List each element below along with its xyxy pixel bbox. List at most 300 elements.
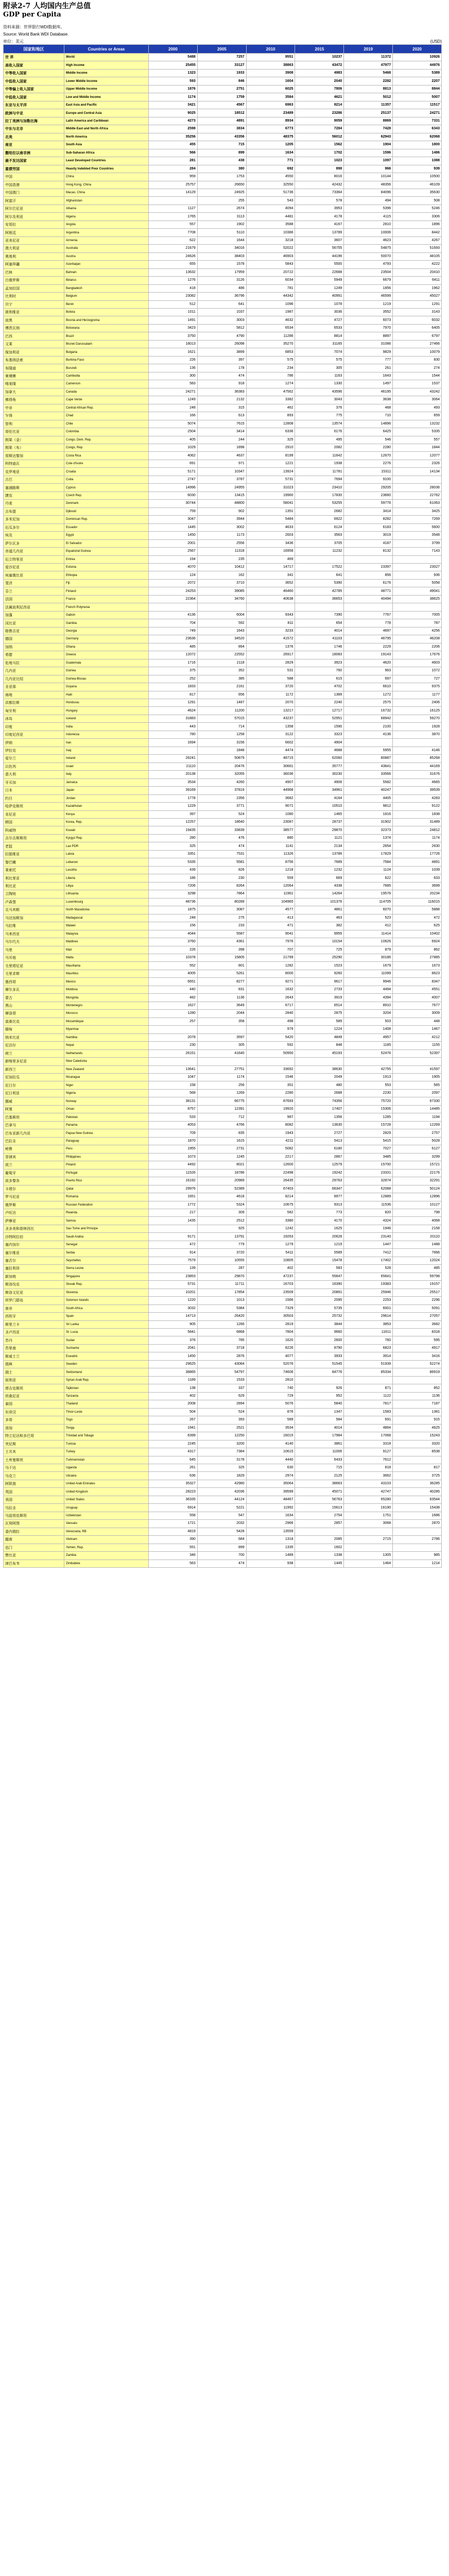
gdp-value-cell: 17407	[295, 1105, 344, 1113]
gdp-value-cell: 6514	[295, 1002, 344, 1009]
gdp-value-cell: 74606	[246, 1368, 295, 1376]
table-row	[4, 1137, 442, 1145]
gdp-value-cell: 1124	[344, 866, 393, 874]
table-row	[4, 930, 442, 938]
table-row	[4, 372, 442, 380]
gdp-value-cell	[149, 747, 198, 754]
country-name-cn: 土耳其	[4, 1448, 64, 1456]
gdp-value-cell: 230	[149, 1042, 198, 1049]
country-name-cn: 圣多美和普林西比	[4, 1225, 64, 1232]
gdp-value-cell: 1258	[197, 731, 246, 738]
country-name-en: Moldova	[64, 986, 149, 993]
gdp-value-cell: 471	[246, 922, 295, 930]
gdp-value-cell: 8082	[246, 1121, 295, 1129]
gdp-value-cell: 8347	[393, 978, 442, 986]
gdp-value-cell: 4983	[295, 69, 344, 77]
table-row	[4, 484, 442, 492]
country-name-en: Congo, Dem. Rep.	[64, 436, 149, 444]
gdp-value-cell: 1274	[246, 380, 295, 388]
gdp-value-cell: 1408	[344, 1026, 393, 1033]
country-name-en: Sub-Saharan Africa	[64, 149, 149, 157]
country-name-cn: 捷克	[4, 492, 64, 499]
gdp-value-cell: 775	[295, 412, 344, 420]
gdp-value-cell: 4481	[246, 213, 295, 221]
gdp-value-cell: 1848	[197, 747, 246, 754]
gdp-value-cell: 2125	[295, 1472, 344, 1480]
country-name-cn: 亚美尼亚	[4, 236, 64, 244]
gdp-value-cell: 61063	[393, 500, 442, 507]
gdp-value-cell: 2910	[246, 444, 295, 451]
country-name-cn: 格鲁吉亚	[4, 627, 64, 635]
gdp-value-cell: 3414	[344, 507, 393, 515]
country-name-cn: 南亚	[4, 141, 64, 149]
gdp-value-cell: 2630	[393, 842, 442, 850]
gdp-value-cell: 15306	[344, 1105, 393, 1113]
gdp-value-cell: 248	[149, 404, 198, 412]
table-row	[4, 707, 442, 715]
page-title: 附录2-7 人均国内生产总值	[3, 2, 91, 10]
country-name-en: Slovenia	[64, 1289, 149, 1296]
country-name-en: Benin	[64, 300, 149, 308]
gdp-value-cell: 23853	[149, 1273, 198, 1280]
country-name-cn: 秘鲁	[4, 1145, 64, 1153]
country-name-en: Venezuela, RB	[64, 1528, 149, 1535]
country-name-en: Malawi	[64, 922, 149, 930]
table-row	[4, 476, 442, 483]
gdp-value-cell: 24955	[197, 484, 246, 492]
table-row	[4, 890, 442, 898]
gdp-value-cell: 35256	[149, 133, 198, 141]
column-header: 国家和地区	[4, 45, 64, 54]
gdp-value-cell: 691	[149, 460, 198, 467]
gdp-value-cell: 2819	[246, 1320, 295, 1328]
gdp-value-cell: 5581	[197, 858, 246, 866]
table-row	[4, 236, 442, 244]
gdp-value-cell: 397	[197, 356, 246, 364]
country-name-cn: 新喀里多尼亚	[4, 1058, 64, 1065]
gdp-value-cell: 6717	[246, 1002, 295, 1009]
gdp-value-cell: 393	[197, 1416, 246, 1424]
gdp-value-cell: 12269	[393, 1121, 442, 1129]
country-name-cn: 卡塔尔	[4, 1185, 64, 1193]
country-name-en: Mongolia	[64, 994, 149, 1002]
table-row	[4, 1352, 442, 1360]
table-row	[4, 771, 442, 778]
gdp-value-cell: 2078	[149, 1033, 198, 1041]
country-name-cn: 中国澳门	[4, 189, 64, 196]
gdp-value-cell: 1189	[149, 1376, 198, 1384]
gdp-value-cell: 244	[197, 436, 246, 444]
country-name-en: Kazakhstan	[64, 803, 149, 810]
country-name-cn: 瑞士	[4, 1368, 64, 1376]
gdp-value-cell: 4007	[393, 994, 442, 1002]
country-name-cn: 法国	[4, 595, 64, 603]
gdp-value-cell: 114705	[344, 898, 393, 906]
country-name-cn: 圣卢西亚	[4, 1329, 64, 1336]
gdp-value-cell: 15721	[393, 1161, 442, 1169]
gdp-value-cell: 14996	[149, 484, 198, 492]
country-name-cn: 爱尔兰	[4, 755, 64, 762]
gdp-value-cell: 1634	[246, 1512, 295, 1519]
gdp-value-cell: 3914	[344, 1352, 393, 1360]
gdp-value-cell: 24925	[197, 189, 246, 196]
gdp-value-cell: 818	[344, 1464, 393, 1471]
gdp-value-cell: 4891	[197, 117, 246, 125]
gdp-value-cell: 692	[246, 165, 295, 173]
gdp-value-cell	[344, 603, 393, 611]
country-name-en: New Caledonia	[64, 1058, 149, 1065]
gdp-value-cell: 504	[149, 1408, 198, 1416]
gdp-value-cell: 43356	[197, 133, 246, 141]
gdp-value-cell	[393, 1058, 442, 1065]
gdp-value-cell: 7257	[197, 54, 246, 61]
gdp-value-cell: 18083	[295, 651, 344, 659]
table-row	[4, 651, 442, 659]
gdp-value-cell: 16190	[344, 1504, 393, 1512]
gdp-value-cell: 894	[197, 643, 246, 651]
table-row	[4, 1528, 442, 1535]
gdp-value-cell: 6070	[344, 906, 393, 914]
gdp-value-cell: 402	[149, 1392, 198, 1400]
gdp-value-cell: 1356	[295, 1113, 344, 1121]
gdp-value-cell: 1011	[149, 309, 198, 316]
gdp-value-cell: 40285	[393, 1488, 442, 1496]
country-name-en: Samoa	[64, 1217, 149, 1225]
gdp-value-cell: 42432	[295, 181, 344, 189]
country-name-cn: 塞拉利昂	[4, 1265, 64, 1273]
gdp-value-cell: 352	[197, 667, 246, 675]
table-row	[4, 268, 442, 276]
country-name-cn: 卢旺达	[4, 1209, 64, 1216]
table-row	[4, 691, 442, 699]
gdp-value-cell: 84776	[295, 1368, 344, 1376]
table-row	[4, 133, 442, 141]
country-name-cn: 中等收入国家	[4, 69, 64, 77]
gdp-value-cell	[344, 1376, 393, 1384]
gdp-value-cell: 39539	[393, 787, 442, 794]
table-row	[4, 882, 442, 890]
country-name-en: Slovak Rep.	[64, 1281, 149, 1289]
gdp-value-cell: 3588	[246, 221, 295, 228]
gdp-value-cell: 48715	[246, 755, 295, 762]
gdp-value-cell: 787	[393, 619, 442, 627]
gdp-value-cell: 4917	[393, 1344, 442, 1352]
gdp-value-cell: 12250	[197, 1432, 246, 1440]
table-row	[4, 213, 442, 221]
gdp-value-cell: 52076	[246, 1360, 295, 1368]
gdp-value-cell: 41597	[393, 1065, 442, 1073]
gdp-value-cell: 524	[197, 810, 246, 818]
country-name-en: Burkina Faso	[64, 356, 149, 364]
gdp-value-cell: 39085	[197, 587, 246, 595]
gdp-value-cell: 7708	[149, 229, 198, 236]
gdp-value-cell: 4405	[344, 794, 393, 802]
gdp-value-cell: 6679	[344, 277, 393, 284]
table-row	[4, 1249, 442, 1257]
country-name-cn: 孟加拉国	[4, 284, 64, 292]
table-row	[4, 1368, 442, 1376]
gdp-value-cell: 715	[295, 1464, 344, 1471]
gdp-value-cell: 38131	[149, 1097, 198, 1105]
gdp-value-cell: 11006	[295, 1448, 344, 1456]
gdp-value-cell: 10006	[344, 229, 393, 236]
country-name-cn: 莱索托	[4, 866, 64, 874]
gdp-value-cell: 26650	[197, 181, 246, 189]
gdp-value-cell: 5582	[344, 778, 393, 786]
country-name-en: Djibouti	[64, 507, 149, 515]
gdp-value-cell: 468	[344, 404, 393, 412]
gdp-value-cell: 871	[344, 1384, 393, 1392]
country-name-cn: 伊拉克	[4, 747, 64, 754]
country-name-cn: 塞尔维亚	[4, 1249, 64, 1257]
table-row	[4, 1113, 442, 1121]
country-name-cn: 拉脱维亚	[4, 850, 64, 858]
gdp-value-cell: 8282	[344, 516, 393, 523]
country-name-cn: 哥伦比亚	[4, 428, 64, 436]
gdp-value-cell: 25946	[344, 1289, 393, 1296]
gdp-value-cell: 3662	[344, 1472, 393, 1480]
table-row	[4, 1544, 442, 1551]
country-name-cn: 斯洛文尼亚	[4, 1289, 64, 1296]
gdp-value-cell: 33839	[197, 826, 246, 834]
gdp-value-cell: 8226	[246, 1344, 295, 1352]
gdp-value-cell: 23504	[344, 268, 393, 276]
gdp-value-cell: 10500	[393, 173, 442, 181]
country-name-en: Gambia	[64, 619, 149, 627]
gdp-value-cell: 6405	[393, 324, 442, 332]
country-name-en: Vanuatu	[64, 1520, 149, 1528]
country-name-cn: 博茨瓦纳	[4, 324, 64, 332]
country-name-en: Ghana	[64, 643, 149, 651]
country-name-en: South Asia	[64, 141, 149, 149]
gdp-value-cell: 51545	[295, 1360, 344, 1368]
gdp-value-cell: 704	[149, 619, 198, 627]
gdp-value-cell: 5411	[246, 1249, 295, 1257]
column-header: 2019	[344, 45, 393, 54]
gdp-value-cell: 712	[197, 1113, 246, 1121]
gdp-value-cell: 6343	[393, 125, 442, 133]
country-name-cn: 比利时	[4, 293, 64, 300]
gdp-value-cell: 24626	[149, 252, 198, 260]
gdp-value-cell: 194	[149, 555, 198, 563]
country-name-cn: 马拉维	[4, 922, 64, 930]
country-name-cn: 萨摩亚	[4, 1217, 64, 1225]
country-name-en: Chile	[64, 420, 149, 428]
gdp-value-cell: 495	[295, 436, 344, 444]
gdp-value-cell: 6004	[197, 611, 246, 619]
table-row	[4, 1010, 442, 1018]
gdp-value-cell: 7817	[344, 1400, 393, 1408]
gdp-value-cell: 3853	[344, 1320, 393, 1328]
gdp-value-cell	[149, 197, 198, 205]
gdp-value-cell: 2857	[295, 1520, 344, 1528]
gdp-value-cell: 2810	[246, 1376, 295, 1384]
table-row	[4, 149, 442, 157]
gdp-value-cell	[149, 1225, 198, 1232]
table-row	[4, 1480, 442, 1487]
gdp-value-cell: 1904	[344, 141, 393, 149]
country-name-cn: 中低收入国家	[4, 77, 64, 85]
gdp-value-cell: 811	[246, 619, 295, 627]
country-name-cn: 斯洛伐克	[4, 1281, 64, 1289]
gdp-value-cell: 5589	[295, 1249, 344, 1257]
table-row	[4, 978, 442, 986]
table-row	[4, 1520, 442, 1528]
country-name-cn: 印度	[4, 723, 64, 731]
country-name-cn: 缅甸	[4, 1026, 64, 1033]
gdp-value-cell: 2406	[393, 699, 442, 706]
country-name-en: Upper Middle Income	[64, 85, 149, 93]
gdp-value-cell: 19143	[344, 651, 393, 659]
country-name-cn: 阿富汗	[4, 197, 64, 205]
table-row	[4, 173, 442, 181]
country-name-en: Senegal	[64, 1241, 149, 1248]
table-row	[4, 101, 442, 109]
table-row	[4, 340, 442, 348]
gdp-value-cell: 1245	[197, 1153, 246, 1161]
gdp-value-cell: 4567	[197, 101, 246, 109]
gdp-value-cell: 52476	[344, 1049, 393, 1057]
country-name-cn: 毛里求斯	[4, 970, 64, 977]
country-name-cn: 保加利亚	[4, 348, 64, 356]
country-name-en: Cape Verde	[64, 396, 149, 404]
table-row	[4, 1042, 442, 1049]
gdp-value-cell: 7804	[246, 1329, 295, 1336]
gdp-value-cell: 1913	[344, 1074, 393, 1081]
gdp-value-cell: 2731	[197, 1145, 246, 1153]
gdp-value-cell: 2867	[295, 1153, 344, 1161]
gdp-value-cell: 3382	[246, 396, 295, 404]
country-name-cn: 土库曼斯坦	[4, 1456, 64, 1464]
country-name-en: United Kingdom	[64, 1488, 149, 1496]
gdp-value-cell: 12391	[197, 1105, 246, 1113]
country-name-cn: 尼日利亚	[4, 1089, 64, 1097]
gdp-value-cell: 15700	[344, 1161, 393, 1169]
gdp-value-cell: 498	[246, 1018, 295, 1025]
gdp-value-cell: 9551	[246, 54, 295, 61]
country-name-cn: 乌兹别克斯坦	[4, 1512, 64, 1519]
country-name-en: China	[64, 173, 149, 181]
gdp-value-cell: 7027	[344, 1145, 393, 1153]
table-row	[4, 500, 442, 507]
gdp-value-cell: 879	[344, 946, 393, 954]
gdp-value-cell: 1280	[149, 1010, 198, 1018]
header	[0, 0, 449, 44]
gdp-value-cell: 1155	[393, 1042, 442, 1049]
country-name-en: Ireland	[64, 755, 149, 762]
gdp-value-cell: 918	[197, 380, 246, 388]
gdp-value-cell: 4317	[149, 1448, 198, 1456]
country-name-en: Guinea-Bissau	[64, 675, 149, 683]
country-name-en: Bahrain	[64, 268, 149, 276]
gdp-value-cell: 351	[246, 1081, 295, 1089]
gdp-value-cell: 6073	[344, 316, 393, 324]
table-row	[4, 994, 442, 1002]
gdp-value-cell: 1272	[344, 691, 393, 699]
gdp-value-cell: 43103	[344, 1480, 393, 1487]
gdp-value-cell: 85268	[393, 755, 442, 762]
gdp-value-cell: 846	[197, 77, 246, 85]
gdp-value-cell: 4187	[344, 539, 393, 547]
gdp-value-cell: 575	[295, 356, 344, 364]
table-row	[4, 1448, 442, 1456]
gdp-value-cell: 512	[149, 300, 198, 308]
gdp-value-cell: 710	[344, 412, 393, 420]
table-row	[4, 794, 442, 802]
gdp-value-cell: 8016	[295, 173, 344, 181]
gdp-value-cell: 42785	[295, 587, 344, 595]
gdp-value-cell: 9660	[295, 1329, 344, 1336]
table-row	[4, 1169, 442, 1177]
country-name-en: Myanmar	[64, 1026, 149, 1033]
gdp-value-cell: 2044	[197, 1010, 246, 1018]
gdp-value-cell	[246, 1058, 295, 1065]
gdp-value-cell: 412	[344, 922, 393, 930]
gdp-value-cell: 4474	[246, 747, 295, 754]
country-name-cn: 吉尔吉斯斯坦	[4, 834, 64, 842]
gdp-value-cell: 6963	[246, 101, 295, 109]
gdp-value-cell: 36383	[197, 388, 246, 396]
table-row	[4, 970, 442, 977]
gdp-value-cell: 16958	[246, 548, 295, 555]
country-name-en: Eritrea	[64, 555, 149, 563]
country-name-en: Malaysia	[64, 930, 149, 938]
gdp-value-cell: 5389	[393, 69, 442, 77]
gdp-value-cell: 13632	[149, 268, 198, 276]
table-row	[4, 914, 442, 922]
gdp-value-cell: 261	[344, 364, 393, 372]
gdp-value-cell: 1621	[149, 348, 198, 356]
country-name-en: Hungary	[64, 707, 149, 715]
gdp-value-cell: 7005	[393, 611, 442, 619]
gdp-value-cell: 966	[344, 165, 393, 173]
gdp-value-cell: 2356	[197, 794, 246, 802]
table-row	[4, 571, 442, 579]
country-name-cn: 安哥拉	[4, 221, 64, 228]
gdp-value-cell: 22364	[149, 595, 198, 603]
table-row	[4, 412, 442, 420]
gdp-value-cell	[393, 739, 442, 747]
gdp-value-cell: 559	[246, 874, 295, 882]
country-name-en: Iraq	[64, 747, 149, 754]
gdp-value-cell: 8813	[344, 85, 393, 93]
table-row	[4, 1217, 442, 1225]
table-row	[4, 579, 442, 587]
gdp-value-cell: 9041	[246, 930, 295, 938]
gdp-value-cell: 3032	[149, 1304, 198, 1312]
gdp-value-cell: 1282	[246, 962, 295, 970]
gdp-value-cell: 235	[197, 555, 246, 563]
column-header: 2020	[393, 45, 442, 54]
table-row	[4, 611, 442, 619]
table-row	[4, 1432, 442, 1440]
country-name-en: Togo	[64, 1416, 149, 1424]
gdp-value-cell: 8277	[197, 978, 246, 986]
table-row	[4, 810, 442, 818]
gdp-value-cell: 1566	[246, 1297, 295, 1304]
gdp-value-cell: 1232	[295, 866, 344, 874]
country-name-cn: 所罗门群岛	[4, 1297, 64, 1304]
gdp-value-cell: 17402	[344, 1257, 393, 1264]
gdp-value-cell: 2118	[197, 659, 246, 667]
gdp-value-cell: 39169	[149, 787, 198, 794]
country-name-en: Equatorial Guinea	[64, 548, 149, 555]
gdp-value-cell: 7384	[197, 1448, 246, 1456]
country-name-cn: 马来西亚	[4, 930, 64, 938]
table-row	[4, 1424, 442, 1432]
table-row	[4, 1297, 442, 1304]
gdp-value-cell: 3003	[197, 316, 246, 324]
